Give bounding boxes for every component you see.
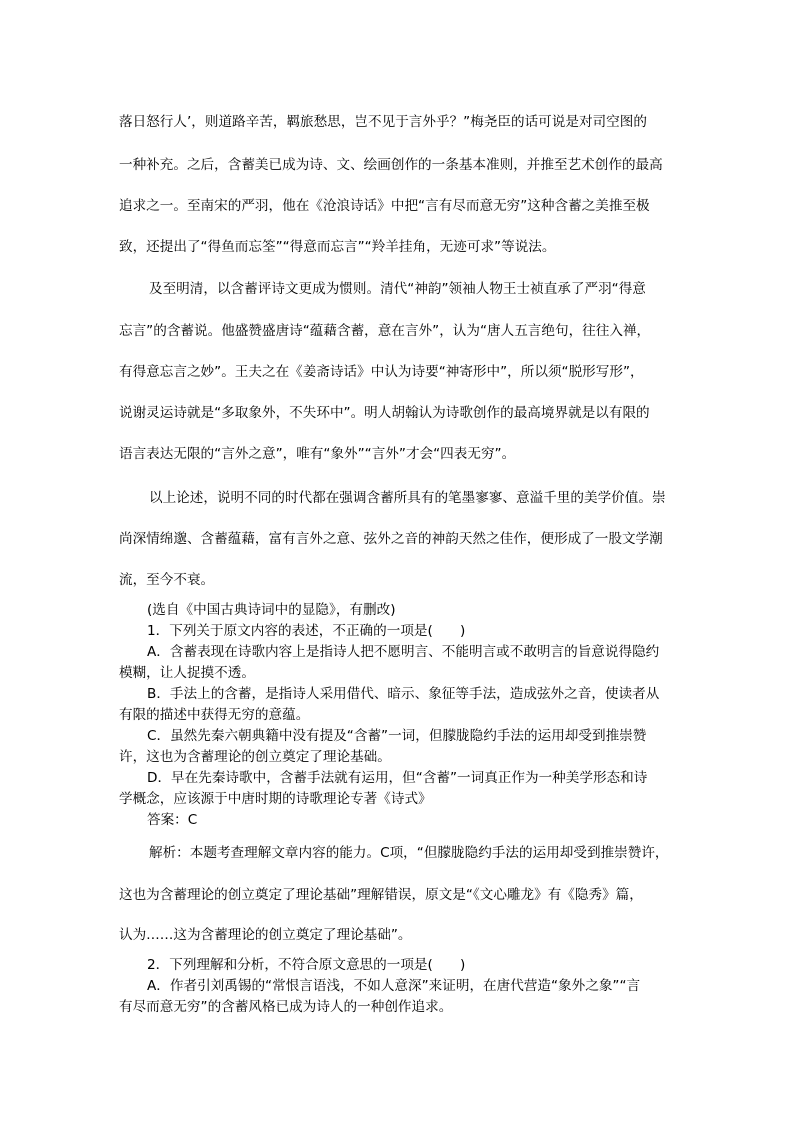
passage-line: 语言表达无限的“言外之意”，唯有“象外”“言外”才会“四表无穷”。 — [119, 446, 516, 462]
passage-line: 落日怒行人’，则道路辛苦，羁旅愁思，岂不见于言外乎？”梅尧臣的话可说是对司空图的 — [119, 114, 647, 130]
option-c-cont: 许，这也为含蓄理论的创立奠定了理论基础。 — [119, 749, 391, 765]
option-b-cont: 有限的描述中获得无穷的意蕴。 — [119, 707, 310, 723]
passage-line: 以上论述，说明不同的时代都在强调含蓄所具有的笔墨寥寥、意溢千里的美学价值。崇 — [149, 490, 666, 506]
option-b: B．手法上的含蓄，是指诗人采用借代、暗示、象征等手法，造成弦外之音，使读者从 — [147, 686, 660, 702]
option-a: A．作者引刘禹锡的“常恨言语浅，不如人意深”来证明，在唐代营造“象外之象”“言 — [147, 978, 641, 994]
question-stem: 2．下列理解和分析，不符合原文意思的一项是( ) — [147, 957, 466, 973]
option-d-cont: 学概念，应该源于中唐时期的诗歌理论专著《诗式》 — [119, 791, 432, 807]
analysis-line: 解析：本题考查理解文章内容的能力。C项，“但朦胧隐约手法的运用却受到推崇赞许， — [149, 845, 669, 861]
passage-line: 致，还提出了“得鱼而忘筌”“得意而忘言”“羚羊挂角，无迹可求”等说法。 — [119, 239, 556, 255]
passage-line: 流，至今不衰。 — [119, 572, 215, 588]
passage-line: 尚深情绵邈、含蓄蕴藉，富有言外之意、弦外之音的神韵天然之佳作，便形成了一股文学潮 — [119, 531, 663, 547]
option-a-cont: 有尽而意无穷”的含蓄风格已成为诗人的一种创作追求。 — [119, 999, 453, 1015]
passage-line: 说谢灵运诗就是“多取象外，不失环中”。明人胡翰认为诗歌创作的最高境界就是以有限的 — [119, 405, 650, 421]
question-stem: 1．下列关于原文内容的表述，不正确的一项是( ) — [147, 623, 466, 639]
passage-line: 一种补充。之后，含蓄美已成为诗、文、绘画创作的一条基本准则，并推至艺术创作的最高 — [119, 157, 663, 173]
option-d: D．早在先秦诗歌中，含蓄手法就有运用，但“含蓄”一词真正作为一种美学形态和诗 — [147, 770, 648, 786]
passage-line: 忘言”的含蓄说。他盛赞盛唐诗“蕴藉含蓄，意在言外”，认为“唐人五言绝句，往往入禅， — [119, 323, 651, 339]
analysis-line: 认为……这为含蓄理论的创立奠定了理论基础”。 — [119, 927, 412, 943]
source-note: (选自《中国古典诗词中的显隐》，有删改) — [147, 602, 396, 618]
option-a: A．含蓄表现在诗歌内容上是指诗人把不愿明言、不能明言或不敢明言的旨意说得隐约 — [147, 644, 660, 660]
analysis-line: 这也为含蓄理论的创立奠定了理论基础”理解错误，原文是“《文心雕龙》有《隐秀》篇， — [119, 887, 643, 903]
passage-line: 有得意忘言之妙”。王夫之在《姜斋诗话》中认为诗要“神寄形中”，所以须“脱形写形”， — [119, 364, 644, 380]
passage-line: 及至明清，以含蓄评诗文更成为惯则。清代“神韵”领袖人物王士祯直承了严羽“得意 — [149, 281, 646, 297]
option-a-cont: 模糊，让人捉摸不透。 — [119, 665, 255, 681]
option-c: C．虽然先秦六朝典籍中没有提及“含蓄”一词，但朦胧隐约手法的运用却受到推崇赞 — [147, 728, 647, 744]
passage-line: 追求之一。至南宋的严羽，他在《沧浪诗话》中把“言有尽而意无穷”这种含蓄之美推至极 — [119, 198, 650, 214]
answer: 答案：C — [147, 812, 198, 828]
